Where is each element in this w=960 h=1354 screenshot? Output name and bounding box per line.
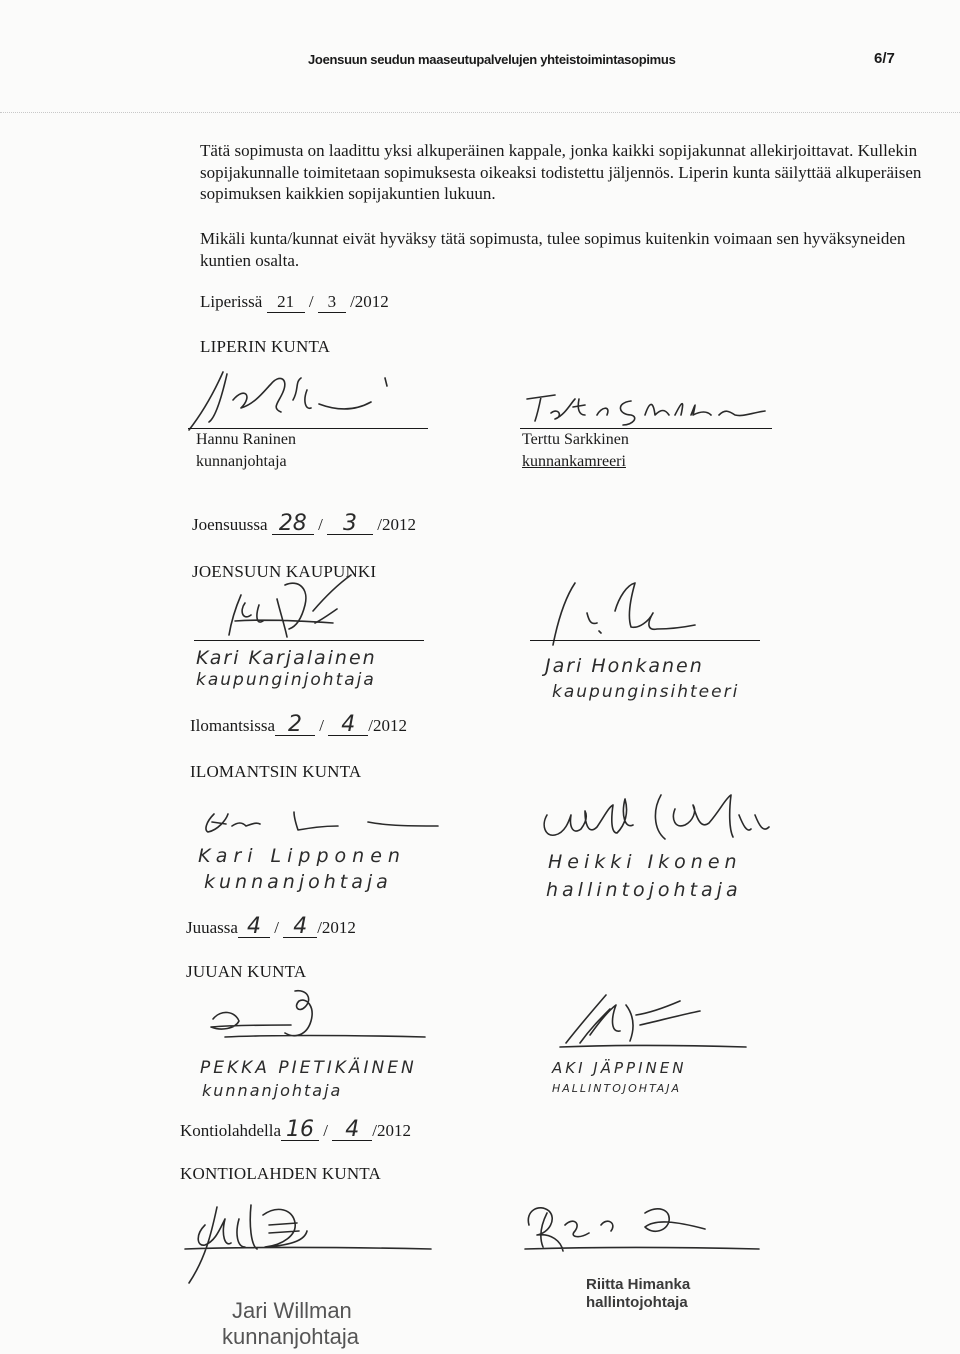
joensuu-signature-2 [535,575,755,655]
liperi-place: Liperissä [200,292,263,311]
juuka-signer1-name: PEKKA PIETIKÄINEN [200,1058,417,1078]
juuka-signature-2 [540,985,760,1055]
ilomantsi-signer1-title: kunnanjohtaja [204,871,392,893]
kontiolahti-year: /2012 [372,1121,411,1140]
paragraph-copies: Tätä sopimusta on laadittu yksi alkuperäinen kappale, jonka kaikki sopijakunnat allekirjoittavat. Kullekin sopijakunnalle toimitetaan sopimuksesta oikeaksi todistettu jäljennös. Liperin kunta säilyttää alkuperäisen sopimuksen kaikkien sopijakuntien lukuun. [200,141,922,203]
joensuu-signature-1 [215,565,415,645]
ilomantsi-municipality: ILOMANTSIN KUNTA [190,762,362,781]
joensuu-signer1-name: Kari Karjalainen [196,647,377,669]
joensuu-signature-line-2 [530,640,760,641]
kontiolahti-day: 16 [281,1120,319,1141]
joensuu-signature-line-1 [194,640,424,641]
kontiolahti-signature-1 [165,1195,445,1290]
liperi-dateline: Liperissä 21 / 3 /2012 [200,292,389,311]
page-number: 6/7 [874,50,895,67]
kontiolahti-signer1-title: kunnanjohtaja [222,1324,360,1349]
ilomantsi-month: 4 [328,715,368,736]
liperi-day: 21 [267,292,305,313]
document-header-title: Joensuun seudun maaseutupalvelujen yhteistoimintasopimus [308,52,676,67]
juuka-year: /2012 [317,918,356,937]
joensuu-signer2-name: Jari Honkanen [545,655,704,677]
ilomantsi-place: Ilomantsissa [190,716,275,735]
kontiolahti-signature-2 [505,1195,765,1265]
header-divider [0,112,960,113]
joensuu-dateline: Joensuussa 28 / 3 /2012 [192,511,417,536]
ilomantsi-signature-2 [525,785,785,850]
joensuu-municipality: JOENSUUN KAUPUNKI [192,562,377,581]
ilomantsi-year: /2012 [368,716,407,735]
kontiolahti-municipality: KONTIOLAHDEN KUNTA [180,1164,382,1183]
kontiolahti-place: Kontiolahdella [180,1121,282,1140]
liperi-signer2-name: Terttu Sarkkinen [522,431,629,448]
juuka-signature-1 [195,985,435,1055]
juuka-municipality: JUUAN KUNTA [186,962,307,981]
kontiolahti-dateline: Kontiolahdella 16 / 4 /2012 [180,1117,411,1142]
ilomantsi-signer2-title: hallintojohtaja [546,879,742,901]
joensuu-signer1-title: kaupunginjohtaja [196,670,376,690]
paragraph-validity: Mikäli kunta/kunnat eivät hyväksy tätä sopimusta, tulee sopimus kuitenkin voimaan sen hyväksyneiden kuntien osalta. [200,229,906,270]
liperi-signature-line-2 [520,428,772,429]
joensuu-signer2-title: kaupunginsihteeri [552,682,740,702]
liperi-year: /2012 [350,292,389,311]
ilomantsi-dateline: Ilomantsissa 2 / 4 /2012 [190,712,407,737]
kontiolahti-month: 4 [332,1120,372,1141]
liperi-signature-2 [515,385,795,430]
juuka-month: 4 [283,917,317,938]
juuka-place: Juuassa [186,918,238,937]
liperi-signer2-title: kunnankamreeri [522,453,626,470]
kontiolahti-signer2-name: Riitta Himanka [586,1276,691,1293]
ilomantsi-day: 2 [275,715,315,736]
joensuu-year: /2012 [377,515,417,534]
juuka-day: 4 [238,917,270,938]
joensuu-month: 3 [327,514,373,535]
juuka-signer1-title: kunnanjohtaja [202,1081,343,1100]
liperi-signer1-title: kunnanjohtaja [196,453,287,470]
liperi-month: 3 [318,292,346,313]
kontiolahti-signer1-name: Jari Willman [232,1298,352,1323]
ilomantsi-signer2-name: Heikki Ikonen [548,851,742,873]
liperi-signature-line-1 [188,428,428,429]
ilomantsi-signature-1 [198,800,448,840]
joensuu-day: 28 [272,514,314,535]
juuka-signer2-name: AKI JÄPPINEN [552,1059,687,1077]
liperi-municipality: LIPERIN KUNTA [200,337,331,356]
juuka-signer2-title: HALLINTOJOHTAJA [552,1082,682,1095]
kontiolahti-signer2-title: hallintojohtaja [586,1294,688,1311]
ilomantsi-signer1-name: Kari Lipponen [198,845,406,867]
joensuu-place: Joensuussa [192,515,268,534]
liperi-signer1-name: Hannu Raninen [196,431,296,448]
juuka-dateline: Juuassa 4 / 4 /2012 [186,914,356,939]
